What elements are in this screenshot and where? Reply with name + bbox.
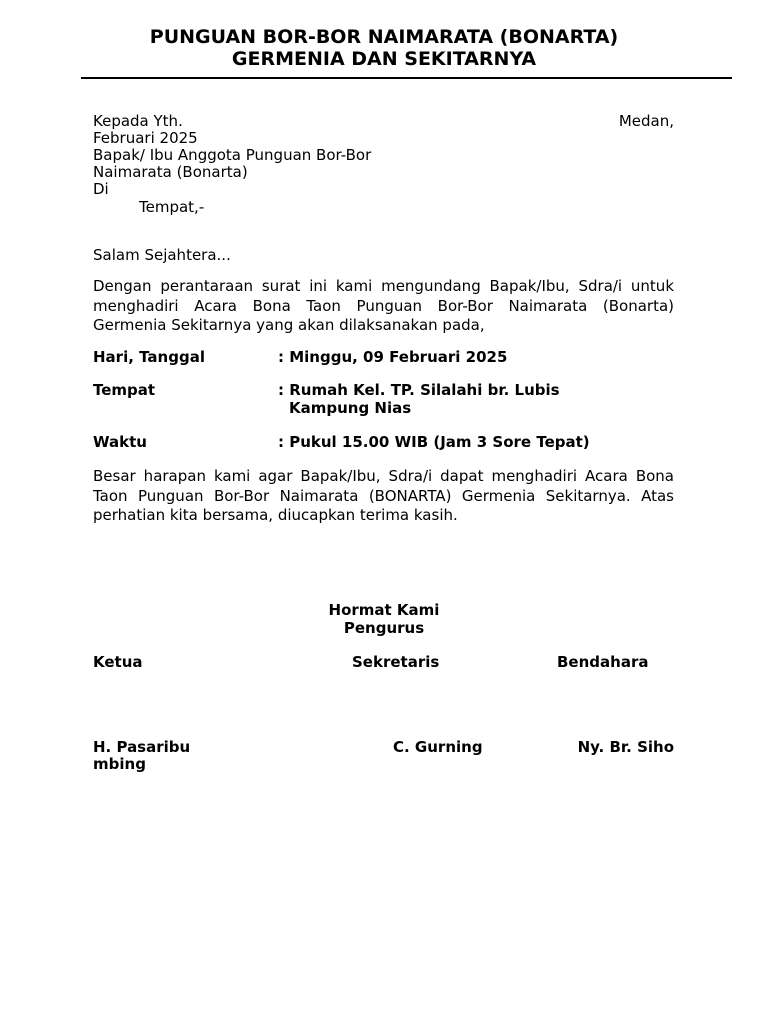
hari-value: : Minggu, 09 Februari 2025 [278, 348, 508, 366]
hari-label: Hari, Tanggal [93, 348, 205, 366]
tempat-label: Tempat [93, 381, 156, 399]
waktu-label: Waktu [93, 433, 147, 451]
intro-paragraph: Dengan perantaraan surat ini kami mengundang Bapak/Ibu, Sdra/i untuk menghadiri Acara Bona Taon Punguan Bor-Bor Naimarata (Bonarta) Germenia Sekitarnya yang akan dilaksanakan pada, [93, 277, 674, 334]
recipient-di: Di [93, 180, 109, 198]
bendahara-title: Bendahara [557, 653, 649, 671]
sekretaris-name: C. Gurning [393, 738, 483, 756]
tempat-value-line-2: Kampung Nias [289, 399, 412, 417]
tempat-value-line-1: : Rumah Kel. TP. Silalahi br. Lubis [278, 381, 560, 399]
letterhead-title: PUNGUAN BOR-BOR NAIMARATA (BONARTA) [149, 26, 619, 48]
sekretaris-title: Sekretaris [352, 653, 440, 671]
ketua-name: H. Pasaribu [93, 738, 191, 756]
recipient-line-2: Naimarata (Bonarta) [93, 163, 248, 181]
letter-date: Februari 2025 [93, 129, 198, 147]
recipient-line-1: Bapak/ Ibu Anggota Punguan Bor-Bor [93, 146, 372, 164]
closing-paragraph: Besar harapan kami agar Bapak/Ibu, Sdra/i dapat menghadiri Acara Bona Taon Punguan Bor-Bor Naimarata (BONARTA) Germenia Sekitarnya. Atas perhatian kita bersama, diucapkan terima kasih. [93, 467, 674, 524]
hormat-kami: Hormat Kami [328, 601, 440, 619]
letterhead-subtitle: GERMENIA DAN SEKITARNYA [231, 48, 537, 70]
recipient-tempat: Tempat,- [139, 198, 205, 216]
waktu-value: : Pukul 15.00 WIB (Jam 3 Sore Tepat) [278, 433, 590, 451]
greeting: Salam Sejahtera... [93, 246, 231, 264]
letter-place: Medan, [618, 112, 674, 130]
ketua-name-continuation: mbing [93, 755, 146, 773]
bendahara-name: Ny. Br. Siho [577, 738, 674, 756]
pengurus-label: Pengurus [343, 619, 425, 637]
recipient-kepada: Kepada Yth. [93, 112, 183, 130]
header-divider [81, 77, 732, 79]
ketua-title: Ketua [93, 653, 143, 671]
